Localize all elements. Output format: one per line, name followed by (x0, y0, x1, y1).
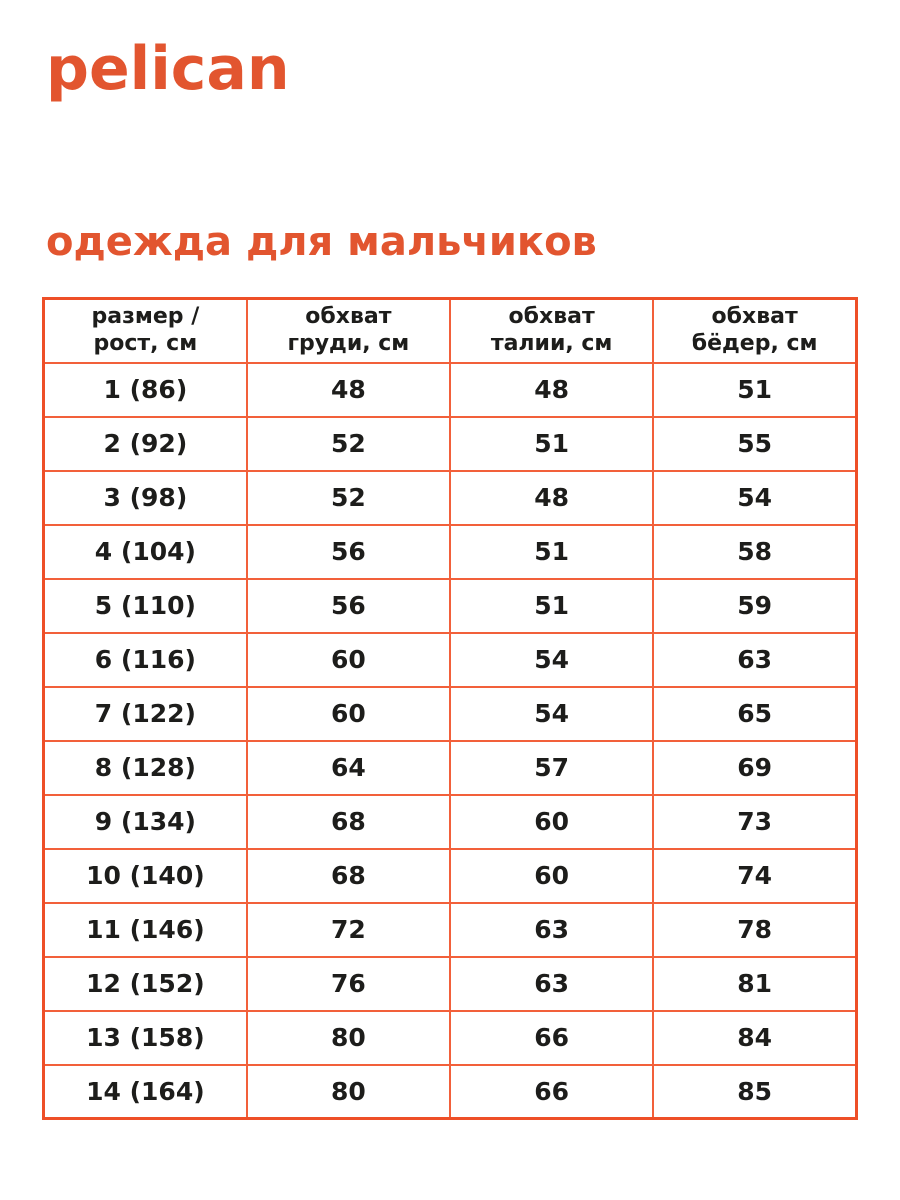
size-cell: 5 (110) (44, 579, 247, 633)
header-hips-line1: обхват (711, 304, 798, 330)
chest-cell: 80 (247, 1065, 450, 1119)
chest-cell: 56 (247, 525, 450, 579)
chest-cell: 64 (247, 741, 450, 795)
size-cell: 11 (146) (44, 903, 247, 957)
waist-cell: 60 (450, 795, 653, 849)
chest-cell: 80 (247, 1011, 450, 1065)
chest-cell: 48 (247, 363, 450, 417)
table-row (44, 849, 857, 903)
waist-cell: 60 (450, 849, 653, 903)
hips-cell: 59 (653, 579, 856, 633)
chest-cell: 76 (247, 957, 450, 1011)
hips-cell: 69 (653, 741, 856, 795)
page-title: одежда для мальчиков (46, 219, 597, 265)
waist-cell: 48 (450, 363, 653, 417)
hips-cell: 74 (653, 849, 856, 903)
size-cell: 14 (164) (44, 1065, 247, 1119)
size-cell: 9 (134) (44, 795, 247, 849)
table-row (44, 957, 857, 1011)
chest-cell: 68 (247, 795, 450, 849)
waist-cell: 63 (450, 903, 653, 957)
table-row (44, 417, 857, 471)
header-waist (450, 299, 653, 363)
table-row (44, 741, 857, 795)
hips-cell: 81 (653, 957, 856, 1011)
header-chest-line2: груди, см (287, 330, 410, 356)
chest-cell: 52 (247, 417, 450, 471)
table-row (44, 633, 857, 687)
header-chest-line1: обхват (305, 304, 392, 330)
table-row (44, 687, 857, 741)
size-cell: 10 (140) (44, 849, 247, 903)
waist-cell: 51 (450, 579, 653, 633)
hips-cell: 54 (653, 471, 856, 525)
table-row (44, 471, 857, 525)
hips-cell: 73 (653, 795, 856, 849)
hips-cell: 58 (653, 525, 856, 579)
waist-cell: 63 (450, 957, 653, 1011)
hips-cell: 63 (653, 633, 856, 687)
waist-cell: 51 (450, 417, 653, 471)
waist-cell: 57 (450, 741, 653, 795)
header-waist-line2: талии, см (490, 330, 613, 356)
header-row (44, 299, 857, 363)
table-row (44, 363, 857, 417)
size-cell: 6 (116) (44, 633, 247, 687)
header-size-line1: размер / (91, 304, 200, 330)
header-waist-line1: обхват (508, 304, 595, 330)
hips-cell: 85 (653, 1065, 856, 1119)
chest-cell: 68 (247, 849, 450, 903)
size-cell: 3 (98) (44, 471, 247, 525)
hips-cell: 55 (653, 417, 856, 471)
table-row (44, 903, 857, 957)
size-cell: 2 (92) (44, 417, 247, 471)
size-table (42, 297, 858, 1120)
header-hips (653, 299, 856, 363)
waist-cell: 54 (450, 633, 653, 687)
header-size-line2: рост, см (93, 330, 198, 356)
header-hips-line2: бёдер, см (691, 330, 818, 356)
chest-cell: 60 (247, 633, 450, 687)
size-cell: 12 (152) (44, 957, 247, 1011)
chest-cell: 60 (247, 687, 450, 741)
size-table-header (44, 299, 857, 363)
hips-cell: 65 (653, 687, 856, 741)
size-cell: 4 (104) (44, 525, 247, 579)
waist-cell: 51 (450, 525, 653, 579)
hips-cell: 51 (653, 363, 856, 417)
hips-cell: 84 (653, 1011, 856, 1065)
brand-logo: pelican (46, 34, 290, 104)
table-row (44, 1011, 857, 1065)
waist-cell: 66 (450, 1065, 653, 1119)
header-size (44, 299, 247, 363)
waist-cell: 66 (450, 1011, 653, 1065)
size-cell: 1 (86) (44, 363, 247, 417)
size-cell: 8 (128) (44, 741, 247, 795)
chest-cell: 52 (247, 471, 450, 525)
hips-cell: 78 (653, 903, 856, 957)
table-row (44, 579, 857, 633)
chest-cell: 56 (247, 579, 450, 633)
header-chest (247, 299, 450, 363)
waist-cell: 54 (450, 687, 653, 741)
size-cell: 7 (122) (44, 687, 247, 741)
table-row (44, 795, 857, 849)
waist-cell: 48 (450, 471, 653, 525)
table-row (44, 1065, 857, 1119)
chest-cell: 72 (247, 903, 450, 957)
size-cell: 13 (158) (44, 1011, 247, 1065)
size-table-body (44, 363, 857, 1119)
table-row (44, 525, 857, 579)
